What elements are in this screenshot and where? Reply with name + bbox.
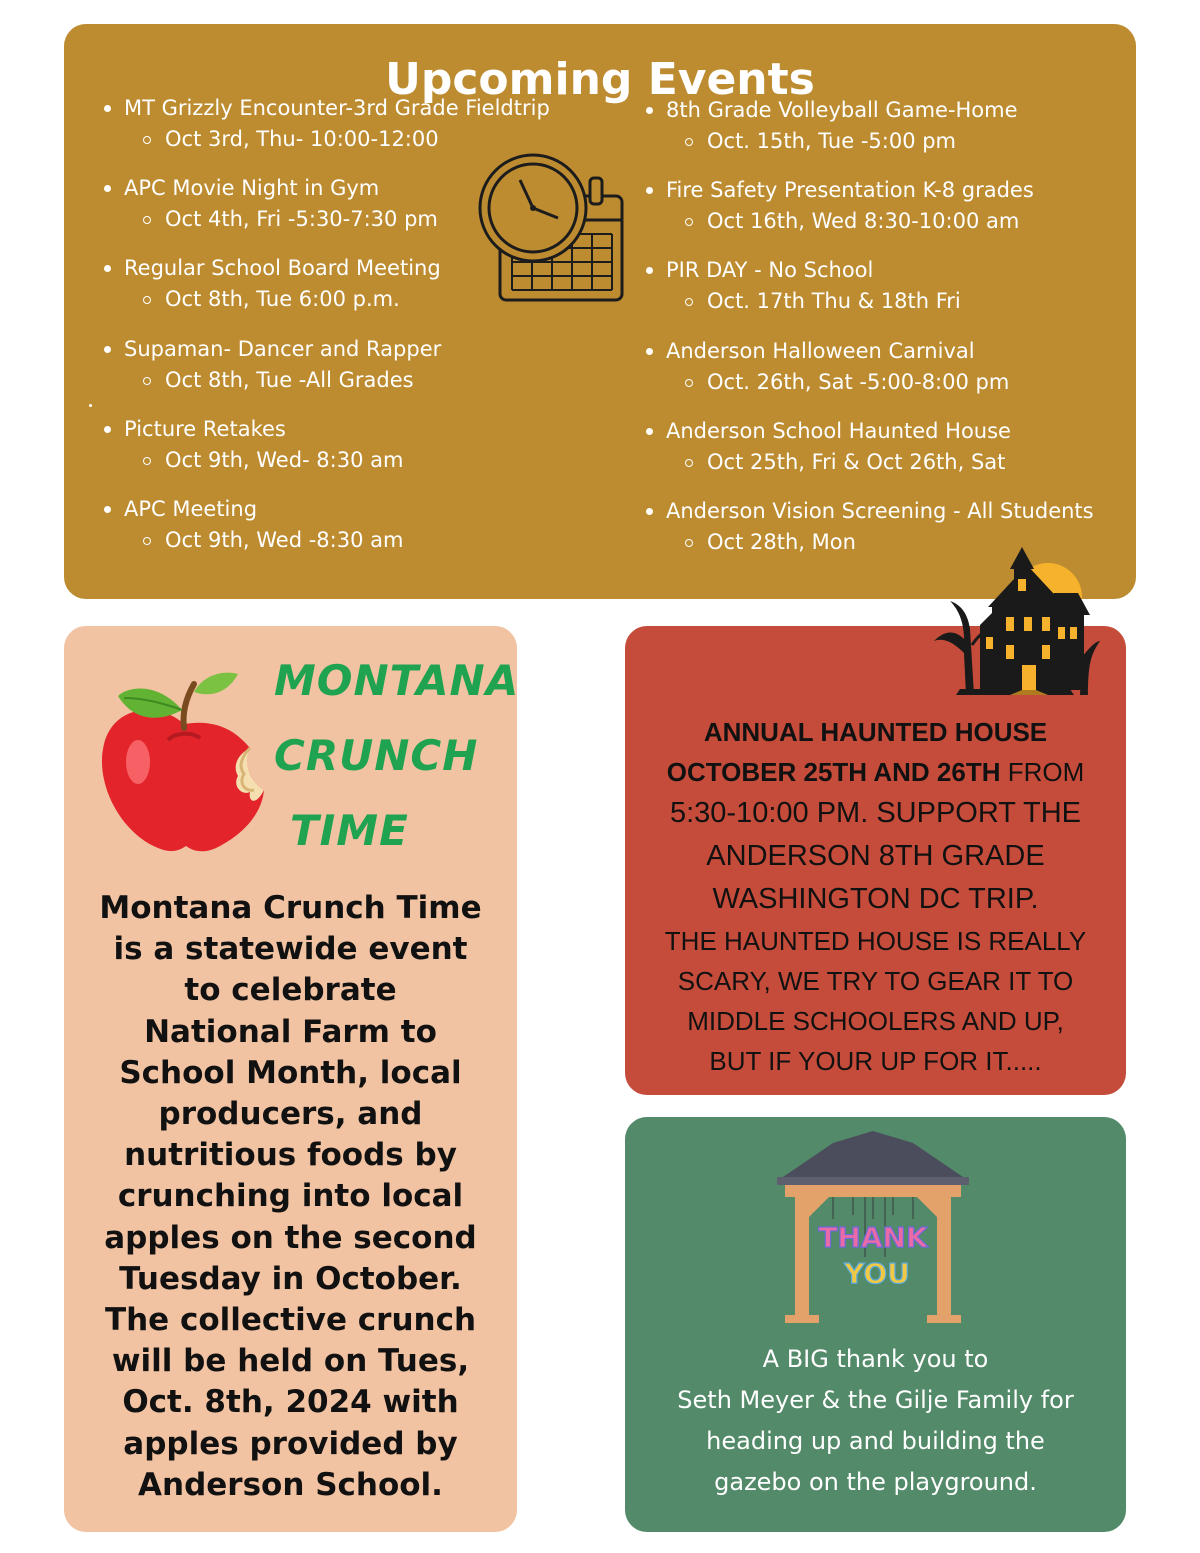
upcoming-events-card <box>64 24 1136 599</box>
event-name: APC Meeting <box>124 496 258 521</box>
event-name: APC Movie Night in Gym <box>124 176 380 201</box>
sub-bullet-icon <box>143 457 151 465</box>
crunch-line: National Farm to <box>144 1013 437 1050</box>
bullet-icon <box>104 506 111 513</box>
crunch-line: will be held on Tues, <box>111 1343 470 1380</box>
bullet-icon <box>646 428 653 435</box>
thank-you-line: A BIG thank you to <box>762 1345 989 1373</box>
event-date: Oct 16th, Wed 8:30-10:00 am <box>707 209 1020 234</box>
bullet-icon <box>104 346 111 353</box>
crunch-title-line: MONTANA <box>274 656 520 705</box>
haunt-line: WASHINGTON DC TRIP. <box>712 883 1039 915</box>
haunt-dates: OCTOBER 25TH AND 26TH <box>666 757 1001 787</box>
thank-sign-line1: THANK <box>818 1221 928 1254</box>
thank-you-line: Seth Meyer & the Gilje Family for <box>677 1386 1074 1414</box>
haunt-line: MIDDLE SCHOOLERS AND UP, <box>687 1006 1064 1036</box>
event-name: 8th Grade Volleyball Game-Home <box>666 98 1018 122</box>
event-date: Oct 3rd, Thu- 10:00-12:00 <box>165 127 439 151</box>
haunted-house-icon <box>930 545 1100 695</box>
crunch-line: apples on the second <box>104 1219 477 1256</box>
sub-bullet-icon <box>685 539 693 547</box>
thank-you-line: heading up and building the <box>706 1427 1045 1455</box>
bullet-icon <box>104 426 111 433</box>
apple-icon <box>98 662 270 862</box>
clock-calendar-icon <box>478 148 626 308</box>
event-date: Oct 25th, Fri & Oct 26th, Sat <box>707 449 1006 474</box>
bullet-icon <box>646 508 653 515</box>
sub-bullet-icon <box>685 298 693 306</box>
crunch-title-line: CRUNCH <box>274 731 479 780</box>
gazebo-icon <box>773 1129 973 1325</box>
sub-bullet-icon <box>143 296 151 304</box>
haunted-house-card <box>625 626 1126 1095</box>
haunt-line: ANDERSON 8TH GRADE <box>706 840 1045 872</box>
sub-bullet-icon <box>685 138 693 146</box>
event-date: Oct 28th, Mon <box>707 529 856 554</box>
bullet-icon <box>104 265 111 272</box>
sub-bullet-icon <box>143 216 151 224</box>
haunt-dates-line <box>625 752 1126 792</box>
bullet-icon <box>104 185 111 192</box>
crunch-description <box>82 888 499 1506</box>
bullet-icon <box>646 267 653 274</box>
stray-dot <box>89 404 92 407</box>
event-name: Anderson Vision Screening - All Students <box>666 498 1094 523</box>
event-date: Oct 8th, Tue 6:00 p.m. <box>165 287 400 312</box>
event-date: Oct 9th, Wed -8:30 am <box>165 527 404 552</box>
event-date: Oct. 26th, Sat -5:00-8:00 pm <box>707 369 1010 394</box>
thank-sign-line2: YOU <box>844 1257 910 1290</box>
sub-bullet-icon <box>143 377 151 385</box>
crunch-line: Montana Crunch Time <box>99 890 482 926</box>
crunch-title-line: TIME <box>290 806 409 855</box>
haunt-from: FROM <box>1000 757 1085 787</box>
crunch-line: is a statewide event <box>113 931 468 968</box>
thank-you-line: gazebo on the playground. <box>714 1468 1037 1496</box>
haunt-line: SCARY, WE TRY TO GEAR IT TO <box>677 966 1074 996</box>
bullet-icon <box>646 348 653 355</box>
haunt-line: 5:30-10:00 PM. SUPPORT THE <box>669 797 1081 829</box>
crunch-line: School Month, local <box>119 1054 462 1091</box>
event-name: MT Grizzly Encounter-3rd Grade Fieldtrip <box>124 96 550 120</box>
event-name: Supaman- Dancer and Rapper <box>124 336 442 361</box>
sub-bullet-icon <box>685 218 693 226</box>
bullet-icon <box>646 187 653 194</box>
sub-bullet-icon <box>685 459 693 467</box>
upcoming-events-title: Upcoming Events <box>385 54 815 105</box>
sub-bullet-icon <box>143 136 151 144</box>
crunch-line: producers, and <box>158 1096 423 1133</box>
sub-bullet-icon <box>143 537 151 545</box>
bullet-icon <box>646 107 653 114</box>
event-name: Anderson School Haunted House <box>666 418 1011 443</box>
haunt-heading: ANNUAL HAUNTED HOUSE <box>703 717 1048 747</box>
event-date: Oct 8th, Tue -All Grades <box>165 367 414 392</box>
event-date: Oct 4th, Fri -5:30-7:30 pm <box>165 207 438 232</box>
event-name: Regular School Board Meeting <box>124 256 441 281</box>
bullet-icon <box>104 105 111 112</box>
sub-bullet-icon <box>685 379 693 387</box>
crunch-line: Oct. 8th, 2024 with <box>122 1384 459 1421</box>
event-date: Oct 9th, Wed- 8:30 am <box>165 447 404 472</box>
event-name: Anderson Halloween Carnival <box>666 338 975 363</box>
crunch-time-card <box>64 626 520 1532</box>
event-date: Oct. 17th Thu & 18th Fri <box>707 289 961 314</box>
event-name: Picture Retakes <box>124 416 286 441</box>
haunt-line: THE HAUNTED HOUSE IS REALLY <box>664 926 1087 956</box>
thank-you-text <box>625 1339 1126 1503</box>
haunt-line: BUT IF YOUR UP FOR IT..... <box>709 1046 1042 1076</box>
crunch-line: The collective crunch <box>104 1302 477 1339</box>
crunch-line: Anderson School. <box>138 1466 443 1503</box>
crunch-line: Tuesday in October. <box>119 1260 462 1297</box>
thank-you-card <box>625 1117 1126 1532</box>
event-name: Fire Safety Presentation K-8 grades <box>666 178 1034 203</box>
event-name: PIR DAY - No School <box>666 258 874 283</box>
crunch-line: to celebrate <box>184 972 397 1009</box>
crunch-line: nutritious foods by <box>124 1137 457 1174</box>
event-date: Oct. 15th, Tue -5:00 pm <box>707 129 957 153</box>
crunch-line: apples provided by <box>123 1425 458 1462</box>
crunch-line: crunching into local <box>117 1178 464 1215</box>
haunted-house-text <box>625 712 1126 1081</box>
